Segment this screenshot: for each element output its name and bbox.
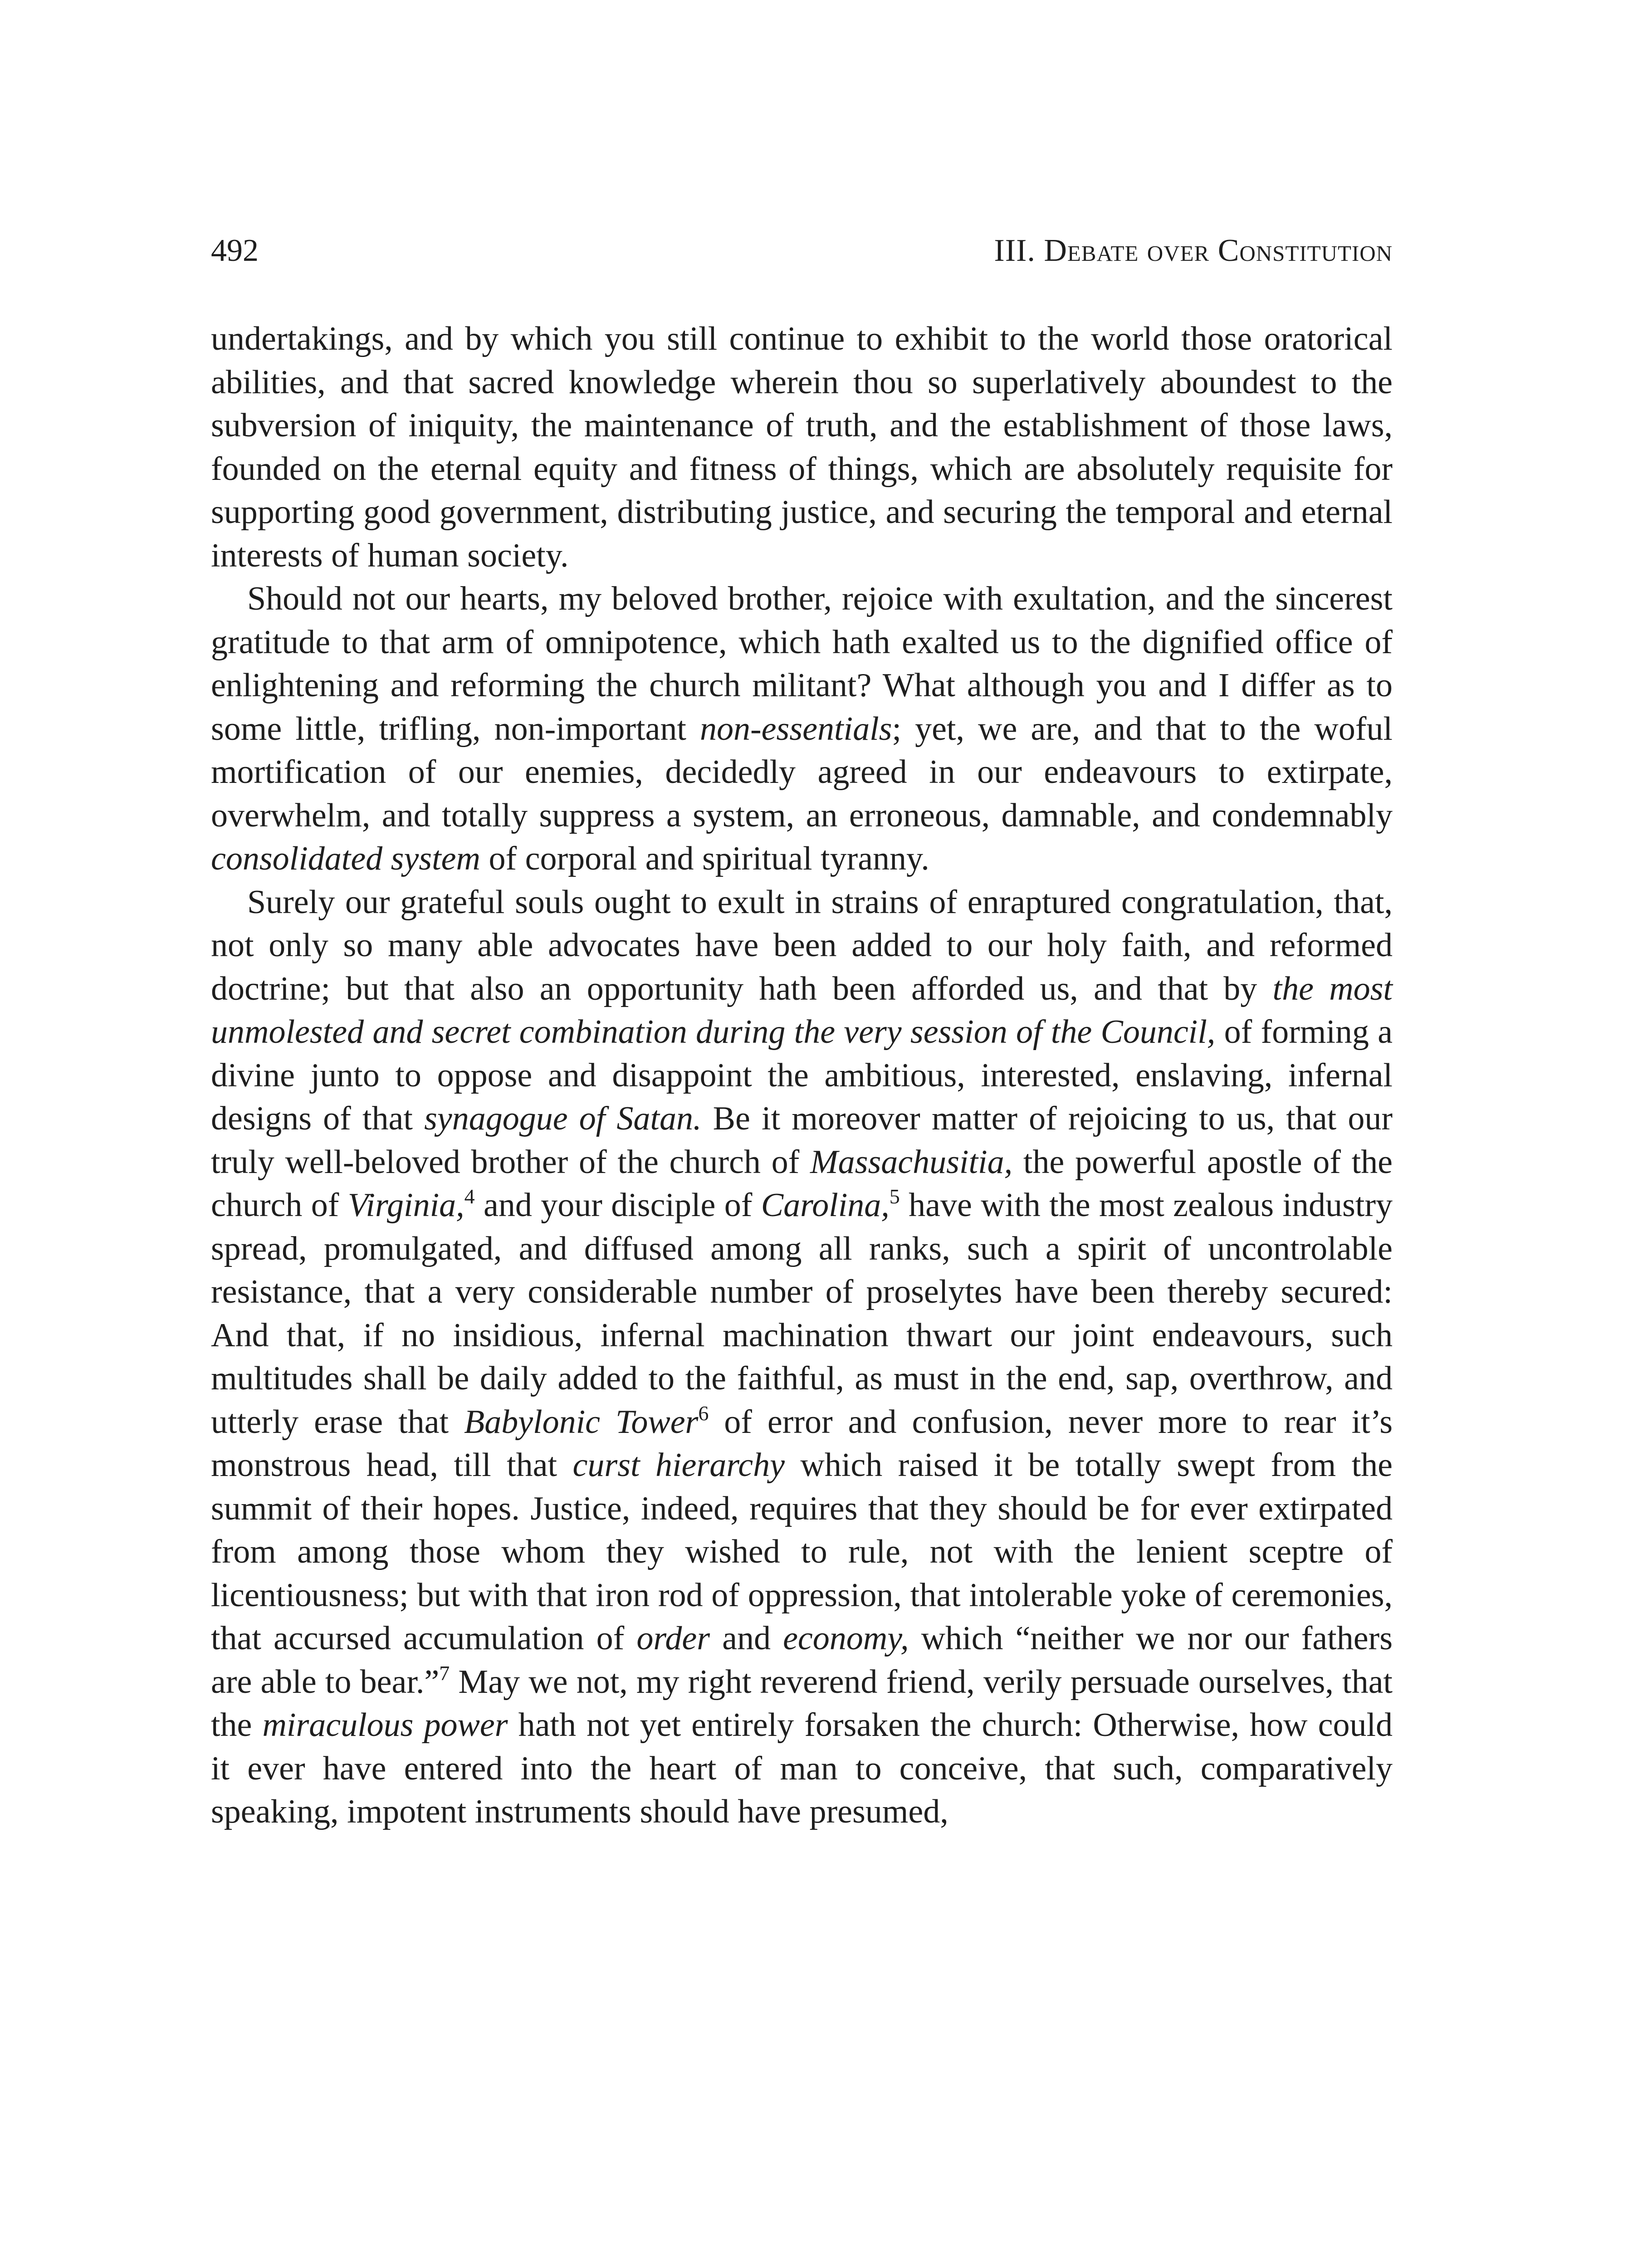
italic-run: Carolina, <box>761 1187 890 1224</box>
italic-run: consolidated system <box>211 840 480 877</box>
footnote-marker: 4 <box>464 1185 475 1208</box>
text-run: Surely our grateful souls ought to exult in strains of enraptured congratulation, that, not only so many able advocates have been added to our holy faith, and reformed doctrine; but that also an opportunity hath been afforded us, and that by <box>211 883 1393 1007</box>
footnote-marker: 7 <box>439 1661 450 1685</box>
text-run: of error and confusion, never more to rear it’s monstrous head, till that <box>211 1403 1393 1484</box>
paragraph-1 <box>211 318 1393 577</box>
text-run: Should not our hearts, my beloved brother, rejoice with exultation, and the sincerest gratitude to that arm of omnipotence, which hath exalted us to the dignified office of enlightening and reforming the church militant? What although you and I differ as to some little, trifling, non-important <box>211 580 1393 748</box>
italic-run: economy, <box>783 1620 909 1657</box>
footnote-marker: 5 <box>889 1185 900 1208</box>
section-title: III. Debate over Constitution <box>994 233 1393 268</box>
text-run: the powerful apostle of the church of <box>211 1143 1393 1224</box>
footnote-marker: 6 <box>698 1401 709 1425</box>
italic-run: Virginia, <box>347 1187 464 1224</box>
text-run: ; yet, we are, and that to the woful mortification of our enemies, decidedly agreed in our endeavours to extirpate, overwhelm, and totally suppress a system, an erroneous, damnable, and condemnably <box>211 710 1393 834</box>
text-run: have with the most zealous industry spread, promulgated, and diffused among all ranks, such a spirit of uncontrolable resistance, that a very considerable number of proselytes have been thereby secured: And that, if no insidious, infernal machination thwart our joint endeavours, such multitudes shall be daily added to the faithful, as must in the end, sap, overthrow, and utterly erase that <box>211 1187 1393 1441</box>
text-run: of forming a divine junto to oppose and disappoint the ambitious, interested, enslaving, infernal designs of that <box>211 1013 1393 1137</box>
italic-run: miraculous power <box>262 1706 508 1744</box>
italic-run: Massachusitia, <box>810 1143 1013 1181</box>
text-run: Be it moreover matter of rejoicing to us, that our truly well-beloved brother of the church of <box>211 1100 1393 1181</box>
text-run: and <box>710 1620 783 1657</box>
text-run: which raised it be totally swept from the summit of their hopes. Justice, indeed, requires that they should be for ever extirpated from among those whom they wished to rule, not with the lenient sceptre of licentiousness; but with that iron rod of oppression, that intolerable yoke of ceremonies, that accursed accumulation of <box>211 1447 1393 1657</box>
body-text <box>211 318 1393 1834</box>
text-run: hath not yet entirely forsaken the church: Otherwise, how could it ever have entered into the heart of man to conceive, that such, comparatively speaking, impotent instruments should have presumed, <box>211 1706 1393 1830</box>
italic-run: curst hierarchy <box>572 1447 785 1484</box>
running-head <box>211 226 1393 276</box>
text-run: which “neither we nor our fathers are able to bear.” <box>211 1620 1393 1701</box>
text-run: and your disciple of <box>474 1187 761 1224</box>
text-run: May we not, my right reverend friend, verily persuade ourselves, that the <box>211 1663 1393 1744</box>
text-run: undertakings, and by which you still continue to exhibit to the world those oratorical abilities, and that sacred knowledge wherein thou so superlatively aboundest to the subversion of iniquity, the maintenance of truth, and the establishment of those laws, founded on the eternal equity and fitness of things, which are absolutely requisite for supporting good government, distributing justice, and securing the temporal and eternal interests of human society. <box>211 320 1393 574</box>
paragraph-3 <box>211 881 1393 1834</box>
text-run: of corporal and spiritual tyranny. <box>480 840 929 877</box>
italic-run: synagogue of Satan. <box>424 1100 702 1137</box>
italic-run: the most unmolested and secret combination during the very session of the Council, <box>211 970 1393 1051</box>
page-number: 492 <box>211 233 259 268</box>
italic-run: order <box>636 1620 710 1657</box>
paragraph-2 <box>211 577 1393 881</box>
italic-run: non-essentials <box>700 710 892 748</box>
italic-run: Babylonic Tower <box>464 1403 699 1441</box>
